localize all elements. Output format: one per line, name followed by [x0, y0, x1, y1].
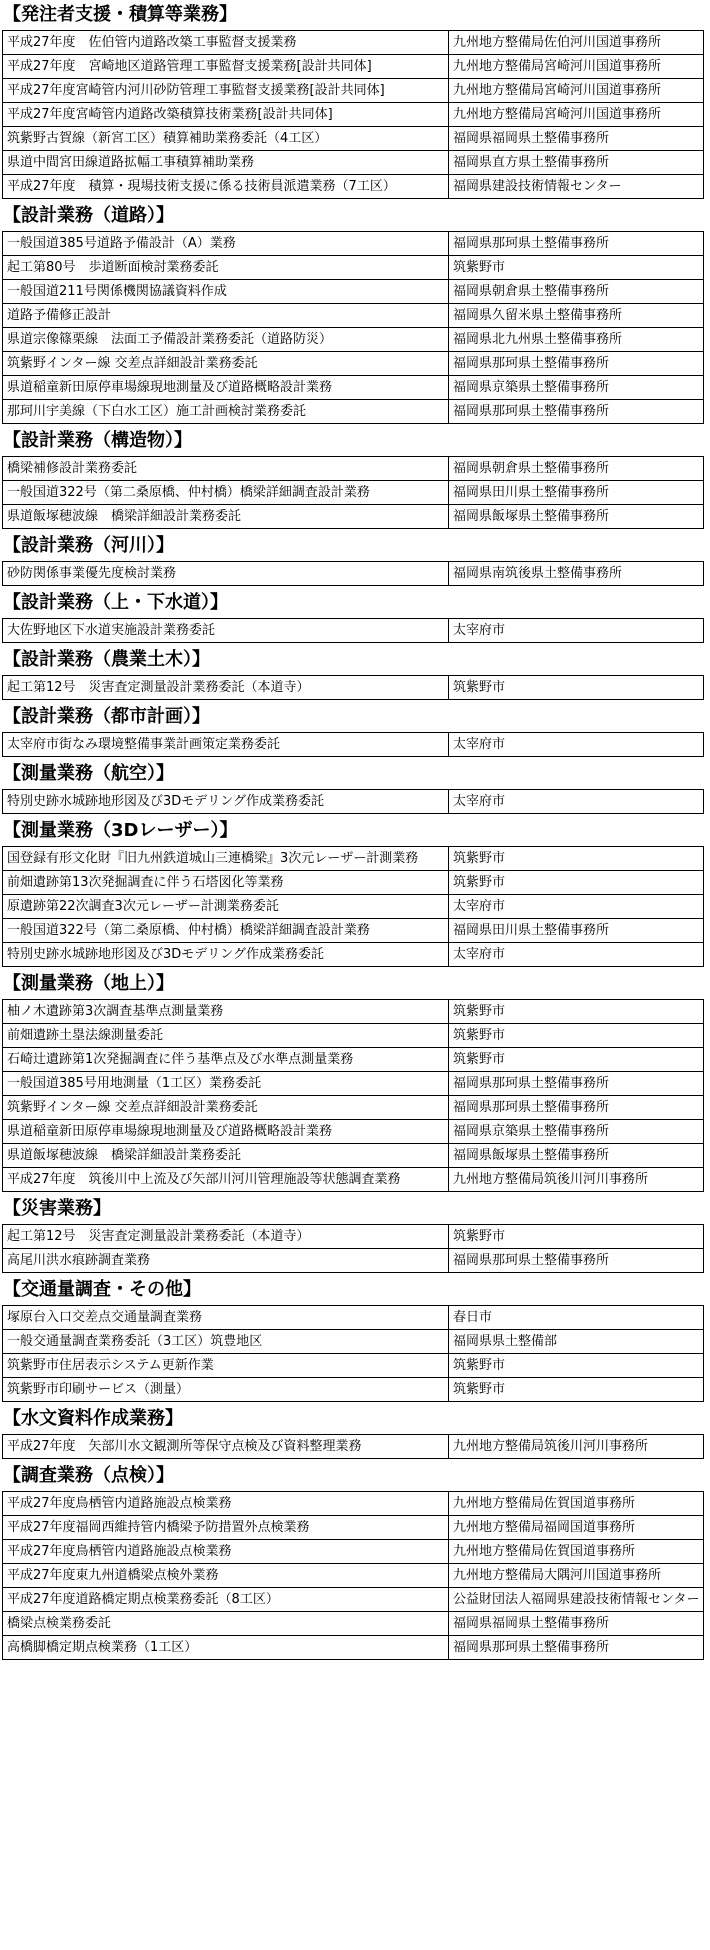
table-row [3, 1330, 704, 1354]
table-row [3, 304, 704, 328]
table-row [3, 1144, 704, 1168]
section-title: 【測量業務（地上）】 [3, 973, 174, 994]
table-row [3, 1000, 704, 1024]
project-name-cell: 平成27年度鳥栖管内道路施設点検業務 [3, 1492, 449, 1516]
client-cell: 福岡県建設技術情報センター [449, 175, 704, 199]
client-cell: 太宰府市 [449, 895, 704, 919]
project-name-cell: 筑紫野市住居表示システム更新作業 [3, 1354, 449, 1378]
project-name-cell: 高尾川洪水痕跡調査業務 [3, 1249, 449, 1273]
table-row [3, 919, 704, 943]
section [2, 4, 710, 199]
client-cell: 公益財団法人福岡県建設技術情報センター [449, 1588, 704, 1612]
project-name-cell: 平成27年度鳥栖管内道路施設点検業務 [3, 1540, 449, 1564]
client-cell: 筑紫野市 [449, 1048, 704, 1072]
project-name-cell: 原遺跡第22次調査3次元レーザー計測業務委託 [3, 895, 449, 919]
project-name-cell: 大佐野地区下水道実施設計業務委託 [3, 619, 449, 643]
project-name-cell: 砂防関係事業優先度検討業務 [3, 562, 449, 586]
section [2, 763, 710, 814]
section [2, 820, 710, 967]
section [2, 649, 710, 700]
table-row [3, 1540, 704, 1564]
table-row [3, 1096, 704, 1120]
table-row [3, 847, 704, 871]
client-cell: 九州地方整備局宮崎河川国道事務所 [449, 55, 704, 79]
project-name-cell: 特別史跡水城跡地形図及び3Dモデリング作成業務委託 [3, 943, 449, 967]
table-row [3, 256, 704, 280]
section [2, 205, 710, 424]
client-cell: 福岡県飯塚県土整備事務所 [449, 1144, 704, 1168]
client-cell: 九州地方整備局佐賀国道事務所 [449, 1492, 704, 1516]
section-title: 【災害業務】 [3, 1198, 111, 1219]
table-row [3, 1612, 704, 1636]
table-row [3, 1225, 704, 1249]
project-table [2, 999, 704, 1192]
client-cell: 九州地方整備局宮崎河川国道事務所 [449, 103, 704, 127]
client-cell: 九州地方整備局福岡国道事務所 [449, 1516, 704, 1540]
project-name-cell: 一般交通量調査業務委託（3工区）筑豊地区 [3, 1330, 449, 1354]
client-cell: 筑紫野市 [449, 256, 704, 280]
client-cell: 九州地方整備局大隅河川国道事務所 [449, 1564, 704, 1588]
project-name-cell: 平成27年度道路橋定期点検業務委託（8工区） [3, 1588, 449, 1612]
client-cell: 福岡県那珂県土整備事務所 [449, 1636, 704, 1660]
table-row [3, 457, 704, 481]
project-name-cell: 橋梁点検業務委託 [3, 1612, 449, 1636]
table-row [3, 733, 704, 757]
project-name-cell: 平成27年度 佐伯管内道路改築工事監督支援業務 [3, 31, 449, 55]
section-title: 【測量業務（航空）】 [3, 763, 174, 784]
project-name-cell: 平成27年度宮崎管内道路改築積算技術業務[設計共同体] [3, 103, 449, 127]
client-cell: 福岡県南筑後県土整備事務所 [449, 562, 704, 586]
client-cell: 九州地方整備局筑後川河川事務所 [449, 1168, 704, 1192]
table-row [3, 127, 704, 151]
client-cell: 福岡県那珂県土整備事務所 [449, 1096, 704, 1120]
client-cell: 九州地方整備局佐伯河川国道事務所 [449, 31, 704, 55]
project-name-cell: 一般国道385号道路予備設計（A）業務 [3, 232, 449, 256]
table-row [3, 1378, 704, 1402]
client-cell: 春日市 [449, 1306, 704, 1330]
client-cell: 福岡県県土整備部 [449, 1330, 704, 1354]
table-row [3, 103, 704, 127]
project-name-cell: 太宰府市街なみ環境整備事業計画策定業務委託 [3, 733, 449, 757]
section-title: 【設計業務（都市計画）】 [3, 706, 210, 727]
section [2, 535, 710, 586]
section-title: 【設計業務（上・下水道）】 [3, 592, 228, 613]
client-cell: 福岡県朝倉県土整備事務所 [449, 280, 704, 304]
table-row [3, 352, 704, 376]
client-cell: 福岡県田川県土整備事務所 [449, 481, 704, 505]
project-name-cell: 平成27年度福岡西維持管内橋梁予防措置外点検業務 [3, 1516, 449, 1540]
project-name-cell: 橋梁補修設計業務委託 [3, 457, 449, 481]
section [2, 592, 710, 643]
table-row [3, 1072, 704, 1096]
project-name-cell: 平成27年度宮崎管内河川砂防管理工事監督支援業務[設計共同体] [3, 79, 449, 103]
client-cell: 福岡県直方県土整備事務所 [449, 151, 704, 175]
table-row [3, 1435, 704, 1459]
section-title: 【測量業務（3Dレーザー）】 [3, 820, 238, 841]
client-cell: 太宰府市 [449, 733, 704, 757]
table-row [3, 1120, 704, 1144]
project-table [2, 618, 704, 643]
section [2, 1408, 710, 1459]
table-row [3, 1564, 704, 1588]
client-cell: 福岡県飯塚県土整備事務所 [449, 505, 704, 529]
client-cell: 福岡県那珂県土整備事務所 [449, 352, 704, 376]
client-cell: 福岡県那珂県土整備事務所 [449, 1072, 704, 1096]
section-title: 【設計業務（道路）】 [3, 205, 174, 226]
client-cell: 福岡県北九州県土整備事務所 [449, 328, 704, 352]
project-table [2, 231, 704, 424]
project-name-cell: 一般国道322号（第二桑原橋、仲村橋）橋梁詳細調査設計業務 [3, 481, 449, 505]
client-cell: 筑紫野市 [449, 847, 704, 871]
project-name-cell: 起工第12号 災害査定測量設計業務委託（本道寺） [3, 676, 449, 700]
project-name-cell: 平成27年度 宮崎地区道路管理工事監督支援業務[設計共同体] [3, 55, 449, 79]
table-row [3, 1048, 704, 1072]
table-row [3, 505, 704, 529]
table-row [3, 151, 704, 175]
section [2, 430, 710, 529]
table-row [3, 871, 704, 895]
project-table [2, 675, 704, 700]
client-cell: 九州地方整備局佐賀国道事務所 [449, 1540, 704, 1564]
client-cell: 福岡県那珂県土整備事務所 [449, 400, 704, 424]
client-cell: 九州地方整備局筑後川河川事務所 [449, 1435, 704, 1459]
project-name-cell: 一般国道322号（第二桑原橋、仲村橋）橋梁詳細調査設計業務 [3, 919, 449, 943]
client-cell: 筑紫野市 [449, 1225, 704, 1249]
project-table [2, 1224, 704, 1273]
table-row [3, 481, 704, 505]
project-name-cell: 高橋脚橋定期点検業務（1工区） [3, 1636, 449, 1660]
project-table [2, 456, 704, 529]
project-name-cell: 平成27年度 積算・現場技術支援に係る技術員派遣業務（7工区） [3, 175, 449, 199]
table-row [3, 895, 704, 919]
project-table [2, 1305, 704, 1402]
table-row [3, 1249, 704, 1273]
table-row [3, 562, 704, 586]
client-cell: 筑紫野市 [449, 1354, 704, 1378]
project-name-cell: 県道稲童新田原停車場線現地測量及び道路概略設計業務 [3, 376, 449, 400]
client-cell: 筑紫野市 [449, 871, 704, 895]
section-title: 【交通量調査・その他】 [3, 1279, 201, 1300]
section-title: 【発注者支援・積算等業務】 [3, 4, 237, 25]
project-name-cell: 一般国道211号関係機関協議資料作成 [3, 280, 449, 304]
table-row [3, 280, 704, 304]
project-name-cell: 平成27年度東九州道橋梁点検外業務 [3, 1564, 449, 1588]
client-cell: 福岡県那珂県土整備事務所 [449, 1249, 704, 1273]
table-row [3, 1168, 704, 1192]
client-cell: 福岡県京築県土整備事務所 [449, 1120, 704, 1144]
client-cell: 福岡県田川県土整備事務所 [449, 919, 704, 943]
project-name-cell: 石崎辻遺跡第1次発掘調査に伴う基準点及び水準点測量業務 [3, 1048, 449, 1072]
client-cell: 太宰府市 [449, 943, 704, 967]
project-table [2, 1434, 704, 1459]
client-cell: 筑紫野市 [449, 1024, 704, 1048]
project-name-cell: 起工第12号 災害査定測量設計業務委託（本道寺） [3, 1225, 449, 1249]
client-cell: 福岡県朝倉県土整備事務所 [449, 457, 704, 481]
project-name-cell: 前畑遺跡第13次発掘調査に伴う石塔図化等業務 [3, 871, 449, 895]
table-row [3, 943, 704, 967]
project-name-cell: 筑紫野インター線 交差点詳細設計業務委託 [3, 1096, 449, 1120]
table-row [3, 1516, 704, 1540]
project-table [2, 1491, 704, 1660]
section [2, 973, 710, 1192]
table-row [3, 79, 704, 103]
table-row [3, 1306, 704, 1330]
project-name-cell: 平成27年度 矢部川水文観測所等保守点検及び資料整理業務 [3, 1435, 449, 1459]
client-cell: 太宰府市 [449, 790, 704, 814]
project-table [2, 789, 704, 814]
client-cell: 福岡県福岡県土整備事務所 [449, 1612, 704, 1636]
project-name-cell: 県道宗像篠栗線 法面工予備設計業務委託（道路防災） [3, 328, 449, 352]
table-row [3, 676, 704, 700]
table-row [3, 376, 704, 400]
table-row [3, 400, 704, 424]
project-name-cell: 筑紫野インター線 交差点詳細設計業務委託 [3, 352, 449, 376]
section-title: 【水文資料作成業務】 [3, 1408, 183, 1429]
project-table [2, 30, 704, 199]
client-cell: 福岡県那珂県土整備事務所 [449, 232, 704, 256]
project-name-cell: 起工第80号 歩道断面検討業務委託 [3, 256, 449, 280]
section [2, 1465, 710, 1660]
section [2, 1279, 710, 1402]
project-name-cell: 塚原台入口交差点交通量調査業務 [3, 1306, 449, 1330]
client-cell: 九州地方整備局宮崎河川国道事務所 [449, 79, 704, 103]
table-row [3, 55, 704, 79]
project-name-cell: 道路予備修正設計 [3, 304, 449, 328]
table-row [3, 328, 704, 352]
project-table [2, 732, 704, 757]
section-title: 【設計業務（構造物）】 [3, 430, 192, 451]
table-row [3, 790, 704, 814]
section-title: 【調査業務（点検）】 [3, 1465, 174, 1486]
section [2, 706, 710, 757]
project-name-cell: 那珂川宇美線（下白水工区）施工計画検討業務委託 [3, 400, 449, 424]
project-name-cell: 筑紫野古賀線（新宮工区）積算補助業務委託（4工区） [3, 127, 449, 151]
project-table [2, 561, 704, 586]
project-name-cell: 前畑遺跡土塁法線測量委託 [3, 1024, 449, 1048]
project-name-cell: 国登録有形文化財『旧九州鉄道城山三連橋梁』3次元レーザー計測業務 [3, 847, 449, 871]
project-name-cell: 特別史跡水城跡地形図及び3Dモデリング作成業務委託 [3, 790, 449, 814]
table-row [3, 31, 704, 55]
project-name-cell: 県道飯塚穂波線 橋梁詳細設計業務委託 [3, 1144, 449, 1168]
table-row [3, 1492, 704, 1516]
table-row [3, 175, 704, 199]
table-row [3, 232, 704, 256]
section-title: 【設計業務（河川）】 [3, 535, 174, 556]
table-row [3, 1024, 704, 1048]
client-cell: 筑紫野市 [449, 1378, 704, 1402]
project-name-cell: 県道稲童新田原停車場線現地測量及び道路概略設計業務 [3, 1120, 449, 1144]
project-name-cell: 柚ノ木遺跡第3次調査基準点測量業務 [3, 1000, 449, 1024]
client-cell: 筑紫野市 [449, 1000, 704, 1024]
client-cell: 太宰府市 [449, 619, 704, 643]
project-name-cell: 筑紫野市印刷サービス（測量） [3, 1378, 449, 1402]
project-name-cell: 県道中間宮田線道路拡幅工事積算補助業務 [3, 151, 449, 175]
project-name-cell: 一般国道385号用地測量（1工区）業務委託 [3, 1072, 449, 1096]
client-cell: 福岡県久留米県土整備事務所 [449, 304, 704, 328]
table-row [3, 619, 704, 643]
client-cell: 筑紫野市 [449, 676, 704, 700]
section-title: 【設計業務（農業土木）】 [3, 649, 210, 670]
project-table [2, 846, 704, 967]
table-row [3, 1588, 704, 1612]
table-row [3, 1354, 704, 1378]
client-cell: 福岡県京築県土整備事務所 [449, 376, 704, 400]
project-name-cell: 平成27年度 筑後川中上流及び矢部川河川管理施設等状態調査業務 [3, 1168, 449, 1192]
table-row [3, 1636, 704, 1660]
section [2, 1198, 710, 1273]
client-cell: 福岡県福岡県土整備事務所 [449, 127, 704, 151]
project-name-cell: 県道飯塚穂波線 橋梁詳細設計業務委託 [3, 505, 449, 529]
